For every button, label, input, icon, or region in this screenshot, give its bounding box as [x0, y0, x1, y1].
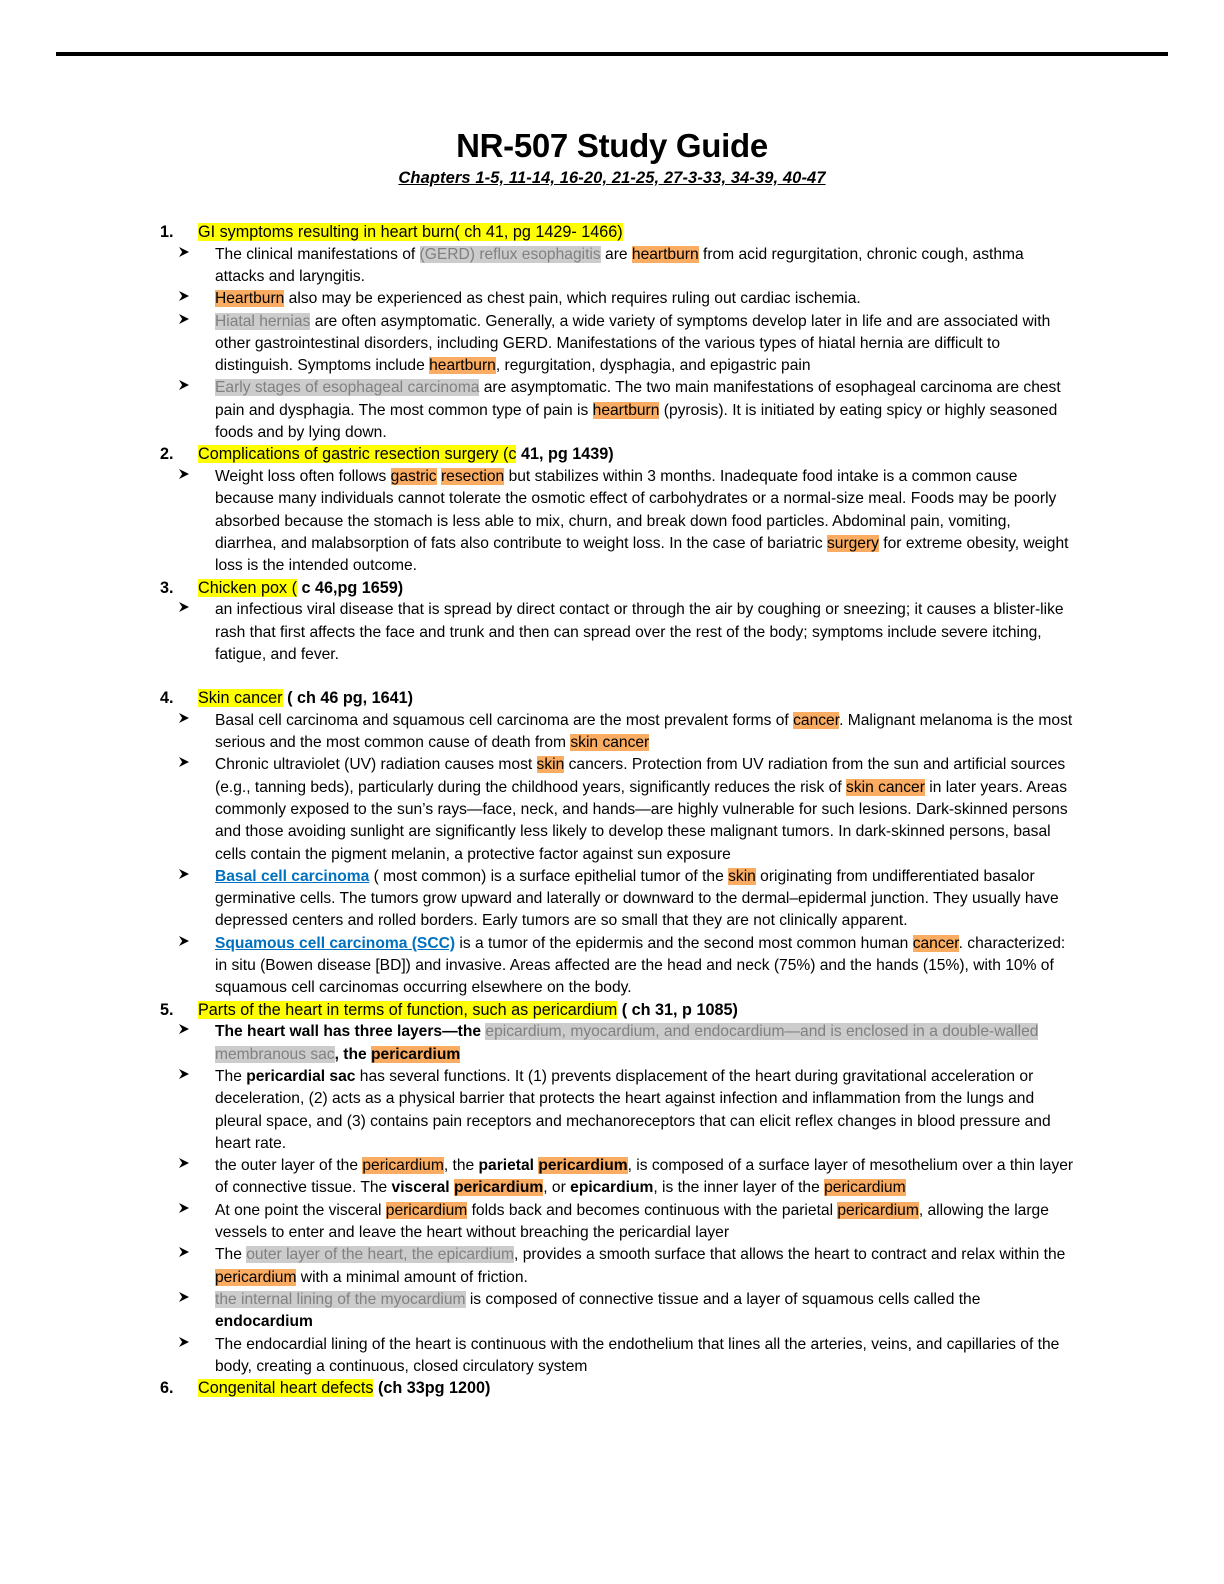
body-text: (pyrosis). It is initiated by eating spicy or highly seasoned foods and by lying down. — [215, 401, 1058, 442]
body-text: , provides a smooth surface that allows the heart to contract and relax within the — [514, 1246, 1066, 1264]
arrow-bullet-icon — [178, 244, 191, 265]
bullet-item — [0, 1289, 1224, 1334]
item-heading — [198, 689, 413, 707]
body-text: has several functions. It (1) prevents displacement of the heart during gravitational acceleration or deceleration, (2) acts as a physical barrier that protects the heart against infection and inflammation from the lungs and pleural space, and (3) contains pain receptors and mechanoreceptors that can elicit reflex changes in blood pressure and heart rate. — [215, 1067, 1051, 1152]
body-text: At one point the visceral — [215, 1201, 386, 1219]
body-text: , allowing the large vessels to enter and leave the heart without breaching the pericardial layer — [215, 1201, 1049, 1242]
arrow-bullet-icon — [178, 1289, 191, 1310]
orange-highlight: cancer — [912, 934, 959, 952]
orange-highlight: pericardium — [837, 1201, 919, 1219]
bullet-item — [0, 933, 1224, 1000]
bullet-text — [215, 756, 1068, 862]
item-heading — [198, 1001, 738, 1019]
bullet-item — [0, 244, 1224, 289]
orange-highlight: pericardium — [215, 1268, 297, 1286]
numbered-item — [0, 578, 1224, 600]
bold-text: The heart wall has three layers—the — [215, 1023, 486, 1041]
numbered-item — [0, 1378, 1224, 1400]
item-heading-reference: (ch 33pg 1200) — [373, 1379, 491, 1398]
yellow-highlight: Chicken pox ( — [198, 578, 297, 597]
bullet-item — [0, 466, 1224, 577]
arrow-bullet-icon — [178, 1334, 191, 1355]
body-text: are — [600, 245, 632, 263]
arrow-bullet-icon — [178, 377, 191, 398]
yellow-highlight: GI symptoms resulting in heart burn( ch 41, pg 1429- 1466) — [198, 222, 623, 241]
arrow-bullet-icon — [178, 866, 191, 887]
bold-text: endocardium — [215, 1313, 313, 1331]
numbered-item — [0, 444, 1224, 466]
body-text: The endocardial lining of the heart is continuous with the endothelium that lines all the arteries, veins, and capillaries of the body, creating a continuous, closed circulatory system — [215, 1335, 1060, 1375]
grey-highlight: Hiatal hernias — [215, 312, 311, 330]
arrow-bullet-icon — [178, 466, 191, 487]
grey-highlight: (GERD) reflux esophagitis — [419, 245, 601, 263]
arrow-bullet-icon — [178, 1066, 191, 1087]
orange-highlight: heartburn — [631, 245, 699, 263]
bullet-text — [215, 712, 1072, 751]
orange-highlight: cancer — [793, 711, 840, 729]
bullet-item — [0, 1244, 1224, 1289]
bold-text: visceral — [391, 1179, 450, 1197]
hyperlink[interactable]: Squamous cell carcinoma (SCC) — [215, 934, 456, 952]
body-text: the outer layer of the — [215, 1157, 363, 1175]
body-text: also may be experienced as chest pain, which requires ruling out cardiac ischemia. — [284, 290, 861, 308]
yellow-highlight: Congenital heart defects — [198, 1379, 374, 1398]
orange-highlight: gastric — [390, 468, 437, 486]
item-heading — [198, 1379, 490, 1397]
body-text: Weight loss often follows — [215, 468, 391, 486]
body-text: cancers. Protection from UV radiation from the sun and artificial sources (e.g., tanning beds), particularly during the childhood years, significantly reduces the risk of — [215, 756, 1066, 796]
bullet-text — [215, 601, 1064, 663]
orange-highlight: pericardium — [362, 1157, 444, 1175]
item-number: 1. — [160, 222, 174, 241]
bullet-item — [0, 1021, 1224, 1066]
bullet-item — [0, 377, 1224, 444]
arrow-bullet-icon — [178, 1200, 191, 1221]
orange-highlight: skin — [728, 867, 756, 885]
item-heading-reference: c 46,pg 1659) — [296, 578, 404, 597]
orange-highlight: surgery — [826, 534, 879, 552]
grey-highlight: the internal lining of the myocardium — [215, 1290, 466, 1308]
bullet-text — [215, 1291, 980, 1330]
body-text: . Malignant melanoma is the most serious and the most common cause of death from — [215, 711, 1073, 752]
bullet-text — [215, 1336, 1059, 1375]
bullet-text — [215, 1202, 1049, 1241]
grey-highlight: outer layer of the heart, the epicardium — [246, 1246, 515, 1264]
bold-text: pericardial sac — [246, 1067, 356, 1085]
bullet-item — [0, 311, 1224, 378]
item-number: 4. — [160, 689, 174, 708]
body-text: The clinical manifestations of — [215, 245, 420, 263]
bullet-item — [0, 599, 1224, 666]
bold-text: epicardium — [570, 1179, 654, 1197]
bullet-text — [215, 468, 1068, 574]
body-text: , or — [543, 1179, 571, 1197]
body-text: folds back and becomes continuous with the parietal — [467, 1201, 838, 1219]
orange-highlight: skin cancer — [570, 734, 650, 752]
item-number: 5. — [160, 1000, 174, 1019]
orange-highlight: pericardium — [538, 1157, 628, 1175]
item-heading — [198, 579, 403, 597]
body-text: Basal cell carcinoma and squamous cell carcinoma are the most prevalent forms of — [215, 711, 794, 729]
orange-highlight: pericardium — [824, 1179, 906, 1197]
body-text: ( most common) is a surface epithelial tumor of the — [369, 867, 729, 885]
yellow-highlight: Skin cancer — [198, 689, 283, 708]
body-text: but stabilizes within 3 months. Inadequate food intake is a common cause because many individuals cannot tolerate the osmotic effect of carbohydrates or a normal-size meal. Foods may be poorly absorbed because the stomach is less able to mix, churn, and break down food particles. Abdominal pain, vomiting, diarrhea, and malabsorption of fats also contribute to weight loss. In the case of bariatric — [215, 468, 1057, 552]
body-text: is composed of connective tissue and a layer of squamous cells called the — [465, 1290, 981, 1308]
bullet-item — [0, 1200, 1224, 1245]
bullet-item — [0, 754, 1224, 865]
yellow-highlight: Complications of gastric resection surgery (c — [198, 445, 517, 464]
page-subtitle: Chapters 1-5, 11-14, 16-20, 21-25, 27-3-33, 34-39, 40-47 — [398, 168, 826, 187]
body-text: , is composed of a surface layer of mesothelium over a thin layer of connective tissue. The — [215, 1157, 1074, 1197]
arrow-bullet-icon — [178, 1155, 191, 1176]
bullet-item — [0, 1155, 1224, 1200]
item-number: 2. — [160, 445, 174, 464]
item-number: 6. — [160, 1379, 174, 1398]
body-text: are often asymptomatic. Generally, a wide variety of symptoms develop later in life and are associated with other gastrointestinal disorders, including GERD. Manifestations of the various types of hiatal hernia are difficult to distinguish. Symptoms include — [215, 312, 1051, 375]
bullet-item — [0, 1334, 1224, 1379]
bullet-text — [215, 313, 1050, 375]
orange-highlight: heartburn — [429, 357, 496, 375]
orange-highlight: skin cancer — [846, 778, 925, 796]
item-heading — [198, 223, 623, 241]
body-text: Chronic ultraviolet (UV) radiation causes most — [215, 756, 537, 774]
body-text: are asymptomatic. The two main manifestations of esophageal carcinoma are chest pain and dysphagia. The most common type of pain is — [215, 379, 1061, 419]
bullet-text — [215, 246, 1024, 285]
bold-text: , the — [334, 1045, 371, 1063]
body-text: in later years. Areas commonly exposed to the sun’s rays—face, neck, and hands—are highly vulnerable for such lesions. Dark-skinned persons and those avoiding sunlight are significantly less likely to develop these malignant tumors. In dark-skinned persons, basal cells contain the pigment melanin, a protective factor against sun exposure — [215, 778, 1068, 863]
body-text: originating from undifferentiated basalor germinative cells. The tumors grow upward and laterally or downward to the dermal–epidermal junction. They usually have depressed centers and rolled borders. Early tumors are so small that they are not clinically apparent. — [215, 867, 1059, 930]
numbered-item — [0, 1000, 1224, 1022]
bullet-text — [215, 379, 1061, 441]
bullet-text — [215, 290, 861, 307]
arrow-bullet-icon — [178, 311, 191, 332]
arrow-bullet-icon — [178, 754, 191, 775]
item-heading-reference: ( ch 31, p 1085) — [617, 1000, 738, 1019]
header-divider-rule — [56, 52, 1168, 56]
grey-highlight: epicardium, myocardium, and endocardium—and is enclosed in a double-walled membranous sac — [215, 1023, 1039, 1063]
bullet-text — [215, 935, 1065, 997]
arrow-bullet-icon — [178, 710, 191, 731]
orange-highlight: pericardium — [371, 1045, 461, 1063]
bullet-text — [215, 1157, 1073, 1196]
page-title: NR-507 Study Guide — [456, 127, 768, 164]
body-text: from acid regurgitation, chronic cough, asthma attacks and laryngitis. — [215, 245, 1024, 285]
arrow-bullet-icon — [178, 1021, 191, 1042]
body-text: The — [215, 1246, 247, 1264]
paragraph-spacer — [0, 666, 1224, 688]
body-text: , regurgitation, dysphagia, and epigastric pain — [495, 357, 811, 375]
orange-highlight: skin — [536, 756, 565, 774]
item-number: 3. — [160, 578, 174, 597]
bullet-item — [0, 288, 1224, 310]
arrow-bullet-icon — [178, 933, 191, 954]
bullet-item — [0, 866, 1224, 933]
hyperlink[interactable]: Basal cell carcinoma — [215, 867, 370, 885]
arrow-bullet-icon — [178, 1244, 191, 1265]
item-heading — [198, 445, 614, 463]
bullet-text — [215, 1023, 1038, 1062]
item-heading-reference: ( ch 46 pg, 1641) — [282, 689, 414, 708]
orange-highlight: Heartburn — [215, 290, 285, 308]
body-text: , is the inner layer of the — [653, 1179, 825, 1197]
body-text: , the — [443, 1157, 479, 1175]
bullet-text — [215, 1246, 1065, 1285]
arrow-bullet-icon — [178, 288, 191, 309]
numbered-item — [0, 222, 1224, 244]
body-text: The — [215, 1067, 247, 1085]
grey-highlight: Early stages of esophageal carcinoma — [215, 379, 480, 397]
orange-highlight: resection — [440, 468, 505, 486]
bullet-text — [215, 1068, 1051, 1152]
bullet-text — [215, 868, 1059, 930]
study-guide-content — [0, 222, 1224, 1400]
body-text: . characterized: in situ (Bowen disease [BD]) and invasive. Areas affected are the head and neck (75%) and the hands (15%), with 10% of squamous cell carcinomas occurring elsewhere on the body. — [215, 934, 1066, 997]
bullet-item — [0, 710, 1224, 755]
body-text: for extreme obesity, weight loss is the intended outcome. — [215, 534, 1069, 575]
arrow-bullet-icon — [178, 599, 191, 620]
orange-highlight: pericardium — [454, 1179, 544, 1197]
yellow-highlight: Parts of the heart in terms of function, such as pericardium — [198, 1000, 618, 1019]
orange-highlight: pericardium — [385, 1201, 468, 1219]
orange-highlight: heartburn — [592, 401, 660, 419]
bold-text: parietal — [478, 1157, 535, 1175]
body-text: an infectious viral disease that is spread by direct contact or through the air by coughing or sneezing; it causes a blister-like rash that first affects the face and trunk and then can spread over the rest of the body; symptoms include severe itching, fatigue, and fever. — [215, 601, 1064, 663]
bullet-item — [0, 1066, 1224, 1155]
numbered-item — [0, 688, 1224, 710]
body-text: with a minimal amount of friction. — [296, 1268, 528, 1286]
body-text: is a tumor of the epidermis and the second most common human — [455, 934, 913, 952]
item-heading-reference: 41, pg 1439) — [516, 445, 614, 464]
